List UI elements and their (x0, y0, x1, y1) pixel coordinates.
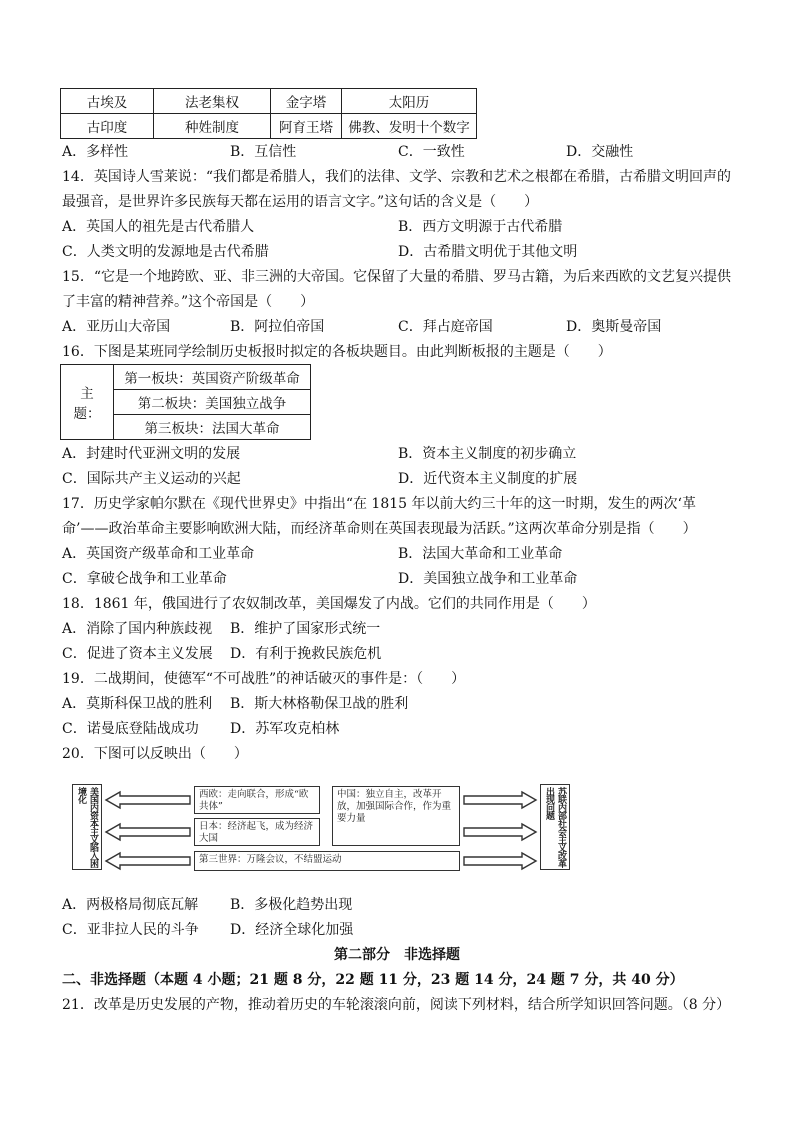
q17-stem-line1: 17．历史学家帕尔默在《现代世界史》中指出“在 1815 年以前大约三十年的这一时期，发生的两次‘革 (62, 496, 696, 512)
block-2: 第二板块：美国独立战争 (114, 390, 311, 415)
q16-theme-table (60, 364, 311, 440)
table-cell: 太阳历 (342, 89, 477, 114)
q18-stem: 18．1861 年，俄国进行了农奴制改革，美国爆发了内战。它们的共同作用是（ ） (62, 596, 596, 612)
table-cell: 法老集权 (154, 89, 271, 114)
q13-option-c[interactable]: C．一致性 (398, 144, 465, 160)
diagram-box-western-europe: 西欧：走向联合，形成“欧共体” (194, 786, 320, 814)
q15-stem-line1: 15．“它是一个地跨欧、亚、非三洲的大帝国。它保留了大量的希腊、罗马古籍，为后来西欧的文艺复兴提供 (62, 269, 731, 285)
q20-option-d[interactable]: D．经济全球化加强 (230, 922, 354, 938)
q20-option-a[interactable]: A．两极格局彻底瓦解 (62, 897, 199, 913)
arrow-right-icon (464, 792, 536, 808)
q18-option-c[interactable]: C．促进了资本主义发展 (62, 646, 213, 662)
q15-option-c[interactable]: C．拜占庭帝国 (398, 319, 493, 335)
q16-option-d[interactable]: D．近代资本主义制度的扩展 (398, 471, 578, 487)
q14-stem-line2: 最强音，是世界许多民族每天都在运用的语言文字。”这句话的含义是（ ） (62, 194, 539, 210)
table-row (61, 114, 477, 139)
q14-stem-line1: 14．英国诗人雪莱说：“我们都是希腊人，我们的法律、文学、宗教和艺术之根都在希腊，古希腊文明回声的 (62, 169, 731, 185)
arrow-right-icon (464, 824, 536, 840)
q19-option-b[interactable]: B．斯大林格勒保卫战的胜利 (230, 696, 409, 712)
diagram-left-box: 美国内资本主义陷入困境化 (72, 784, 102, 870)
q20-stem: 20．下图可以反映出（ ） (62, 746, 248, 762)
table-cell: 阿育王塔 (271, 114, 342, 139)
q19-option-c[interactable]: C．诺曼底登陆战成功 (62, 721, 199, 737)
q16-option-c[interactable]: C．国际共产主义运动的兴起 (62, 471, 241, 487)
q16-option-a[interactable]: A．封建时代亚洲文明的发展 (62, 446, 241, 462)
arrow-right-icon (464, 853, 536, 869)
arrow-left-icon (106, 853, 190, 869)
table-cell: 种姓制度 (154, 114, 271, 139)
theme-label: 主题： (61, 365, 114, 440)
diagram-box-third-world: 第三世界：万隆会议，不结盟运动 (194, 851, 460, 871)
q17-stem-line2: 命’——政治革命主要影响欧洲大陆，而经济革命则在英国表现最为活跃。”这两次革命分别是指（ ） (62, 521, 697, 537)
q18-option-d[interactable]: D．有利于挽救民族危机 (230, 646, 382, 662)
q20-diagram (62, 778, 586, 878)
q17-option-c[interactable]: C．拿破仑战争和工业革命 (62, 571, 227, 587)
q14-option-c[interactable]: C．人类文明的发源地是古代希腊 (62, 244, 269, 260)
q19-option-a[interactable]: A．莫斯科保卫战的胜利 (62, 696, 213, 712)
q18-option-a[interactable]: A．消除了国内种族歧视 (62, 621, 213, 637)
q20-option-b[interactable]: B．多极化趋势出现 (230, 897, 353, 913)
q14-option-d[interactable]: D．古希腊文明优于其他文明 (398, 244, 578, 260)
q14-option-b[interactable]: B．西方文明源于古代希腊 (398, 219, 563, 235)
q15-option-a[interactable]: A．亚历山大帝国 (62, 319, 171, 335)
q17-option-d[interactable]: D．美国独立战争和工业革命 (398, 571, 578, 587)
q21-stem: 21．改革是历史发展的产物，推动着历史的车轮滚滚向前，阅读下列材料，结合所学知识回答问题。（8 分） (62, 997, 731, 1013)
q13-option-a[interactable]: A．多样性 (62, 144, 129, 160)
diagram-box-china: 中国：独立自主，改革开放，加强国际合作，作为重要力量 (332, 786, 460, 846)
table-cell: 金字塔 (271, 89, 342, 114)
q15-option-b[interactable]: B．阿拉伯帝国 (230, 319, 325, 335)
diagram-right-box: 苏联内部社会主义改革出现问题 (540, 784, 570, 870)
table-cell: 古埃及 (61, 89, 154, 114)
q16-option-b[interactable]: B．资本主义制度的初步确立 (398, 446, 577, 462)
arrow-left-icon (106, 792, 190, 808)
table-cell: 佛教、发明十个数字 (342, 114, 477, 139)
table-row (61, 89, 477, 114)
q20-option-c[interactable]: C．亚非拉人民的斗争 (62, 922, 199, 938)
q13-option-d[interactable]: D．交融性 (566, 144, 634, 160)
part2-title: 第二部分 非选择题 (334, 947, 460, 963)
part2-heading: 二、非选择题（本题 4 小题；21 题 8 分，22 题 11 分，23 题 14 分，24 题 7 分，共 40 分） (62, 972, 684, 988)
q16-stem: 16．下图是某班同学绘制历史板报时拟定的各板块题目。由此判断板报的主题是（ ） (62, 344, 612, 360)
diagram-arrows (62, 778, 586, 878)
block-3: 第三板块：法国大革命 (114, 415, 311, 440)
table-row (61, 365, 311, 390)
table-cell: 古印度 (61, 114, 154, 139)
q15-stem-line2: 了丰富的精神营养。”这个帝国是（ ） (62, 294, 315, 310)
q13-option-b[interactable]: B．互信性 (230, 144, 297, 160)
q13-table (60, 88, 477, 139)
q17-option-b[interactable]: B．法国大革命和工业革命 (398, 546, 563, 562)
block-1: 第一板块：英国资产阶级革命 (114, 365, 311, 390)
q19-option-d[interactable]: D．苏军攻克柏林 (230, 721, 340, 737)
q17-option-a[interactable]: A．英国资产级革命和工业革命 (62, 546, 255, 562)
q18-option-b[interactable]: B．维护了国家形式统一 (230, 621, 381, 637)
q14-option-a[interactable]: A．英国人的祖先是古代希腊人 (62, 219, 255, 235)
arrow-left-icon (106, 824, 190, 840)
q15-option-d[interactable]: D．奥斯曼帝国 (566, 319, 662, 335)
q19-stem: 19．二战期间，使德军“不可战胜”的神话破灭的事件是：（ ） (62, 671, 466, 687)
diagram-box-japan: 日本：经济起飞，成为经济大国 (194, 818, 320, 846)
